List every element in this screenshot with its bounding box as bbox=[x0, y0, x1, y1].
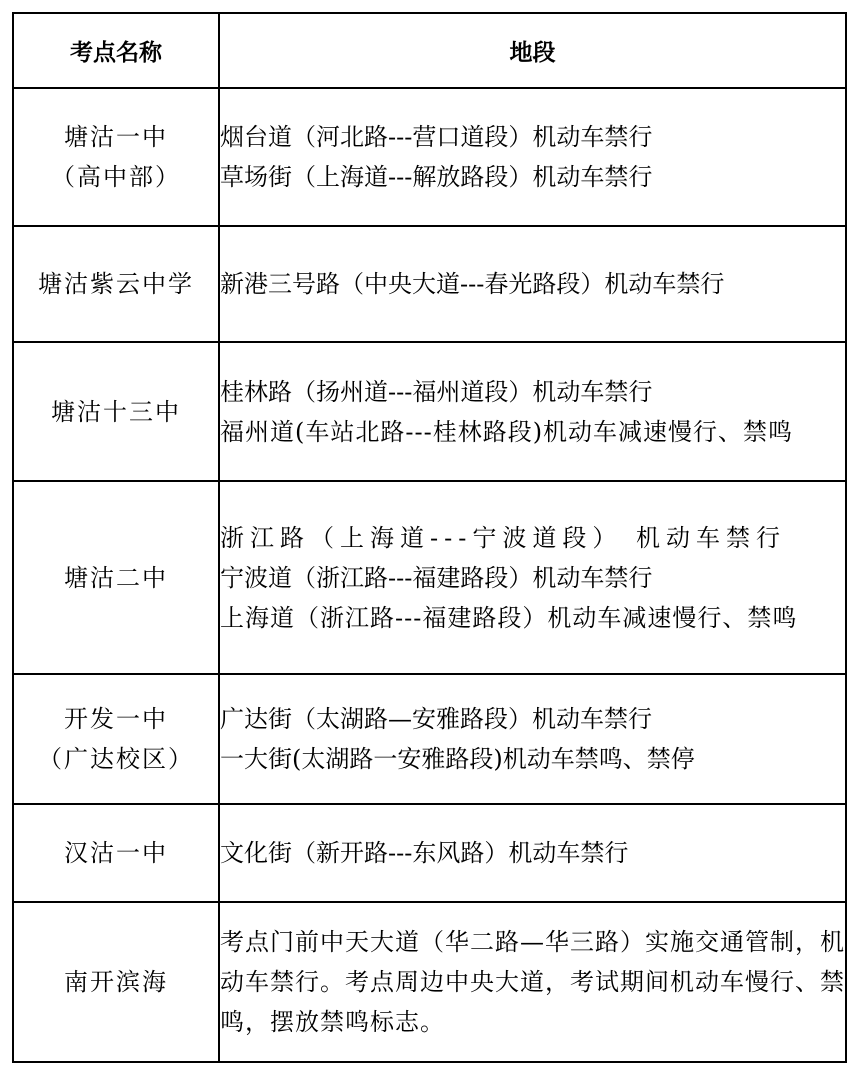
table-row bbox=[13, 674, 846, 804]
exam-site-name-line: 塘沽紫云中学 bbox=[38, 270, 194, 298]
table-row bbox=[13, 481, 846, 674]
exam-site-name-line: （广达校区） bbox=[38, 745, 194, 773]
road-section-line: 桂林路（扬州道---福州道段）机动车禁行 bbox=[220, 377, 653, 406]
road-section-line: 烟台道（河北路---营口道段）机动车禁行 bbox=[220, 123, 653, 151]
road-section-line: 上海道（浙江路---福建路段）机动车减速慢行、禁鸣 bbox=[220, 603, 798, 632]
exam-site-name bbox=[13, 804, 219, 902]
table-row bbox=[13, 342, 846, 481]
exam-site-name-line: 汉沽一中 bbox=[64, 839, 168, 867]
road-section-cell bbox=[219, 342, 846, 481]
road-section-cell bbox=[219, 674, 846, 804]
header-exam-site: 考点名称 bbox=[13, 13, 219, 88]
road-section-cell bbox=[219, 481, 846, 674]
traffic-control-table bbox=[12, 12, 847, 1063]
table-row bbox=[13, 88, 846, 226]
exam-site-name-line: 南开滨海 bbox=[64, 968, 168, 996]
road-section-cell bbox=[219, 88, 846, 226]
exam-site-name-line: 塘沽十三中 bbox=[51, 397, 181, 426]
road-section-line: 浙江路（上海道---宁波道段） 机动车禁行 bbox=[220, 523, 786, 552]
table-row bbox=[13, 804, 846, 902]
road-section-line: 福州道(车站北路---桂林路段)机动车减速慢行、禁鸣 bbox=[220, 417, 794, 446]
road-section-line: 宁波道（浙江路---福建路段）机动车禁行 bbox=[220, 563, 653, 592]
header-road-section: 地段 bbox=[219, 13, 846, 88]
road-section-cell bbox=[219, 902, 846, 1062]
road-section-cell bbox=[219, 226, 846, 342]
exam-site-name bbox=[13, 226, 219, 342]
table-row bbox=[13, 902, 846, 1062]
road-section-cell bbox=[219, 804, 846, 902]
exam-site-name bbox=[13, 481, 219, 674]
exam-site-name bbox=[13, 88, 219, 226]
road-section-line: 草场街（上海道---解放路段）机动车禁行 bbox=[220, 163, 653, 191]
exam-site-name-line: （高中部） bbox=[51, 163, 181, 191]
road-section-line: 新港三号路（中央大道---春光路段）机动车禁行 bbox=[220, 270, 725, 298]
road-section-line: 考点门前中天大道（华二路—华三路）实施交通管制，机动车禁行。考点周边中央大道，考试期间机动车慢行、禁鸣，摆放禁鸣标志。 bbox=[220, 928, 845, 1036]
exam-site-name-line: 塘沽二中 bbox=[64, 563, 168, 592]
exam-site-name-line: 塘沽一中 bbox=[64, 123, 168, 151]
road-section-line: 文化街（新开路---东风路）机动车禁行 bbox=[220, 839, 629, 867]
table-row bbox=[13, 226, 846, 342]
exam-site-name bbox=[13, 902, 219, 1062]
road-section-line: 广达街（太湖路—安雅路段）机动车禁行 bbox=[220, 705, 652, 733]
exam-site-name-line: 开发一中 bbox=[64, 705, 168, 733]
road-section-line: 一大街(太湖路一安雅路段)机动车禁鸣、禁停 bbox=[220, 745, 695, 773]
header-row bbox=[13, 13, 846, 88]
exam-site-name bbox=[13, 674, 219, 804]
exam-site-name bbox=[13, 342, 219, 481]
